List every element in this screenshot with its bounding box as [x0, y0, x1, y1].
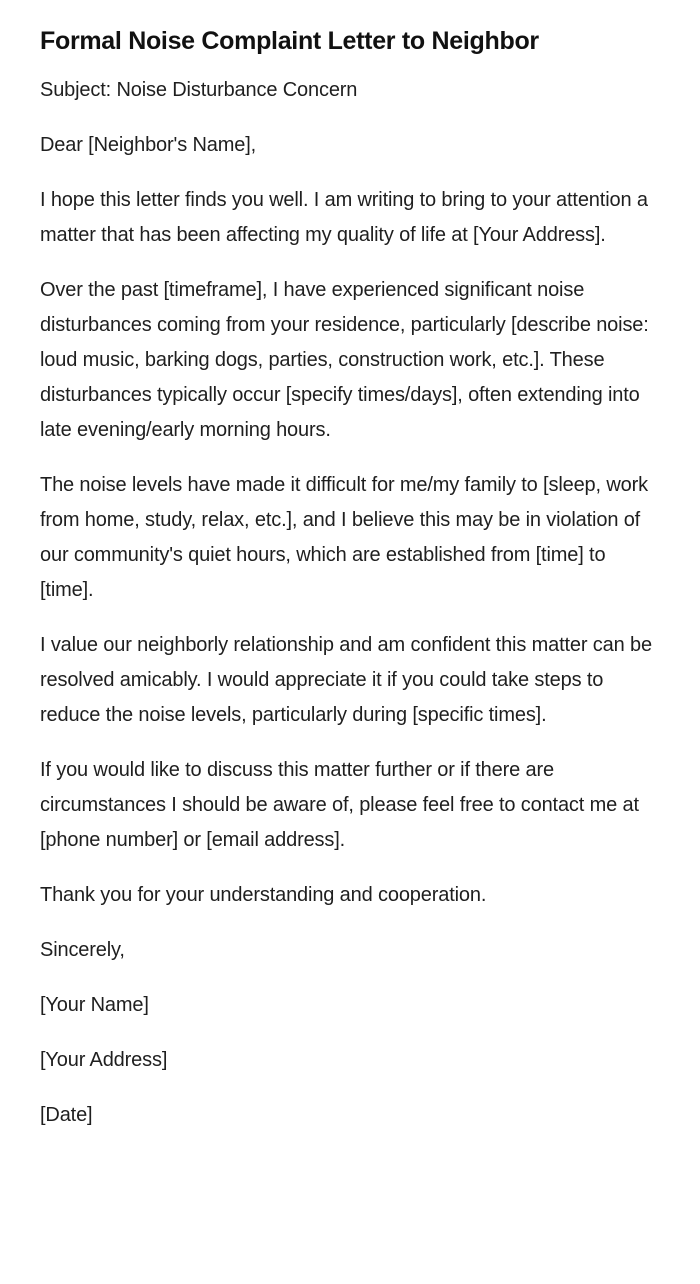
- signature-date: [Date]: [40, 1104, 93, 1126]
- letter-subject: Subject: Noise Disturbance Concern: [40, 79, 358, 101]
- letter-paragraph-impact: The noise levels have made it difficult for me/my family to [sleep, work from home, study, relax, etc.], and I believe this may be in violation of our community's quiet hours, which are established from [time] to [time].: [40, 474, 648, 601]
- letter-salutation: Dear [Neighbor's Name],: [40, 134, 257, 156]
- letter-paragraph-disturbance: Over the past [timeframe], I have experienced significant noise disturbances coming from your residence, particularly [describe noise: loud music, barking dogs, parties, construction work, etc.]. These disturbances typically occur [specify times/days], often extending into late evening/early morning hours.: [40, 279, 649, 441]
- letter-paragraph-contact: If you would like to discuss this matter further or if there are circumstances I should be aware of, please feel free to contact me at [phone number] or [email address].: [40, 759, 639, 851]
- letter-paragraph-thanks: Thank you for your understanding and cooperation.: [40, 884, 487, 906]
- letter-closing: Sincerely,: [40, 939, 125, 961]
- letter-paragraph-intro: I hope this letter finds you well. I am writing to bring to your attention a matter that has been affecting my quality of life at [Your Address].: [40, 189, 648, 246]
- signature-address: [Your Address]: [40, 1049, 168, 1071]
- signature-name: [Your Name]: [40, 994, 149, 1016]
- letter-title: Formal Noise Complaint Letter to Neighbor: [40, 27, 539, 55]
- letter-paragraph-request: I value our neighborly relationship and am confident this matter can be resolved amicably. I would appreciate it if you could take steps to reduce the noise levels, particularly during [specific times].: [40, 634, 652, 726]
